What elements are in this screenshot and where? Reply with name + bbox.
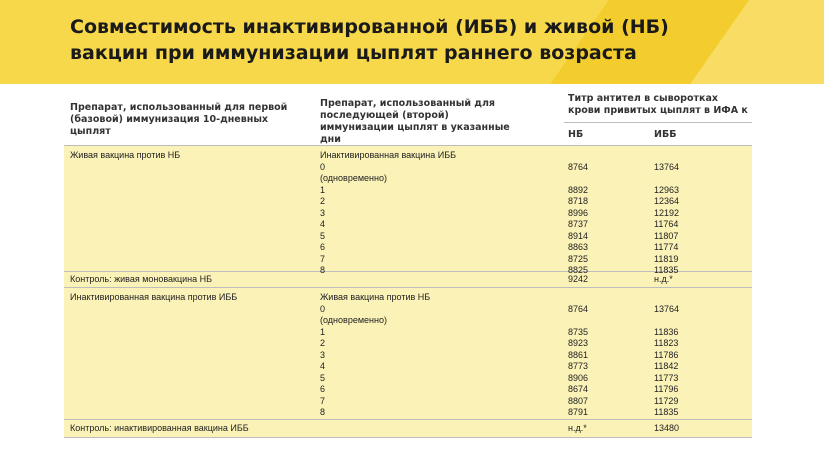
group-1-ibb: 11807 bbox=[654, 230, 679, 241]
group-1-day: 5 bbox=[320, 230, 326, 241]
group-1-ibb: 11819 bbox=[654, 253, 679, 264]
group-1-secondary-column bbox=[320, 150, 456, 277]
control-1-nb: 9242 bbox=[568, 274, 589, 284]
group-2-ibb bbox=[654, 315, 679, 327]
group-2-ibb bbox=[654, 292, 679, 304]
group-2-nb: 8735 bbox=[568, 326, 589, 337]
group-2-nb: 8861 bbox=[568, 349, 589, 360]
group-1-primary: Живая вакцина против НБ bbox=[70, 150, 181, 160]
group-2-ibb: 11835 bbox=[654, 407, 679, 417]
group-2-day: 8 bbox=[320, 407, 326, 417]
control-2-label: Контроль: инактивированная вакцина ИББ bbox=[70, 423, 249, 433]
group-1-day: 3 bbox=[320, 207, 326, 218]
group-2-ibb: 13764 bbox=[654, 303, 680, 314]
group-1-ibb-column bbox=[654, 150, 679, 277]
group-1-ibb: 13764 bbox=[654, 161, 680, 172]
group-1-nb: 8764 bbox=[568, 161, 589, 172]
group-2-nb: 8807 bbox=[568, 395, 589, 406]
group-2-day: (одновременно) bbox=[320, 315, 387, 325]
group-2-ibb: 11823 bbox=[654, 338, 679, 348]
header-antibody-titer: Титр антител в сыворотках крови привитых цыплят в ИФА к bbox=[568, 93, 748, 116]
group-1-nb: 8996 bbox=[568, 207, 589, 218]
group-1-ibb: 11835 bbox=[654, 265, 679, 275]
group-1-day: 4 bbox=[320, 219, 326, 229]
group-2-nb: 8674 bbox=[568, 384, 589, 394]
control-1-ibb: н.д.* bbox=[654, 274, 673, 284]
group-2-nb: 8906 bbox=[568, 372, 589, 383]
group-2-nb bbox=[568, 292, 588, 304]
group-2-ibb: 11836 bbox=[654, 326, 679, 337]
group-1-nb: 8914 bbox=[568, 230, 589, 241]
group-2-secondary-column bbox=[320, 292, 430, 419]
group-2-day: 6 bbox=[320, 384, 326, 394]
group-2-secondary: Живая вакцина против НБ bbox=[320, 292, 431, 302]
group-2-ibb: 11729 bbox=[654, 395, 679, 406]
control-2-rule bbox=[64, 437, 752, 438]
group-1-ibb: 12963 bbox=[654, 184, 680, 195]
header-ibb: ИББ bbox=[654, 129, 677, 140]
group-1-day: 6 bbox=[320, 242, 326, 252]
group-1-nb-column bbox=[568, 150, 588, 277]
group-1-secondary: Инактивированная вакцина ИББ bbox=[320, 150, 457, 160]
group-1-ibb bbox=[654, 150, 679, 162]
group-2-ibb-column bbox=[654, 292, 679, 419]
group-1-ibb bbox=[654, 173, 679, 185]
page-title bbox=[70, 14, 690, 66]
group-1-nb: 8737 bbox=[568, 219, 589, 229]
group-1-ibb: 11774 bbox=[654, 242, 679, 252]
group-2-nb: 8791 bbox=[568, 407, 589, 417]
group-2-ibb: 11773 bbox=[654, 372, 679, 383]
group-2-ibb: 11842 bbox=[654, 361, 679, 371]
group-2-nb: 8773 bbox=[568, 361, 589, 371]
group-1-day: 8 bbox=[320, 265, 326, 275]
title-line-1: Совместимость инактивированной (ИББ) и живой (НБ) bbox=[70, 16, 669, 38]
group-2-day: 1 bbox=[320, 326, 326, 337]
header-nb: НБ bbox=[568, 129, 584, 140]
control-2-nb: н.д.* bbox=[568, 423, 587, 433]
group-1-nb bbox=[568, 150, 588, 162]
group-1-day: (одновременно) bbox=[320, 173, 387, 183]
group-1-nb: 8863 bbox=[568, 242, 589, 252]
group-2-nb-column bbox=[568, 292, 588, 419]
title-line-2: вакцин при иммунизации цыплят раннего возраста bbox=[70, 42, 637, 64]
group-2-day: 2 bbox=[320, 338, 326, 348]
header-subrule bbox=[564, 122, 752, 123]
group-2-nb: 8923 bbox=[568, 338, 589, 348]
group-1-nb bbox=[568, 173, 588, 185]
group-1-nb: 8892 bbox=[568, 184, 589, 195]
group-2-nb: 8764 bbox=[568, 303, 589, 314]
group-2-day: 4 bbox=[320, 361, 326, 371]
group-2-day: 7 bbox=[320, 395, 326, 406]
control-2-ibb: 13480 bbox=[654, 423, 680, 433]
group-1-day: 7 bbox=[320, 253, 326, 264]
group-2-nb bbox=[568, 315, 588, 327]
group-1-day: 2 bbox=[320, 196, 326, 206]
group-1-ibb: 12192 bbox=[654, 207, 680, 218]
group-1-day: 1 bbox=[320, 184, 326, 195]
group-2-ibb: 11786 bbox=[654, 349, 679, 360]
group-1-ibb: 11764 bbox=[654, 219, 679, 229]
control-1-label: Контроль: живая моновакцина НБ bbox=[70, 274, 213, 284]
group-1-day: 0 bbox=[320, 161, 326, 172]
header-secondary-vaccine: Препарат, использованный для последующей (второй) иммунизации цыплят в указанные дни bbox=[320, 98, 510, 145]
group-1-nb: 8718 bbox=[568, 196, 589, 206]
group-1-nb: 8825 bbox=[568, 265, 589, 275]
group-1-ibb: 12364 bbox=[654, 196, 680, 206]
group-2-day: 5 bbox=[320, 372, 326, 383]
group-2-day: 3 bbox=[320, 349, 326, 360]
group-2-day: 0 bbox=[320, 303, 326, 314]
header-primary-vaccine: Препарат, использованный для первой (базовой) иммунизация 10-дневных цыплят bbox=[70, 102, 288, 137]
group-2-ibb: 11796 bbox=[654, 384, 679, 394]
group-2-primary: Инактивированная вакцина против ИББ bbox=[70, 292, 238, 302]
group-1-nb: 8725 bbox=[568, 253, 589, 264]
